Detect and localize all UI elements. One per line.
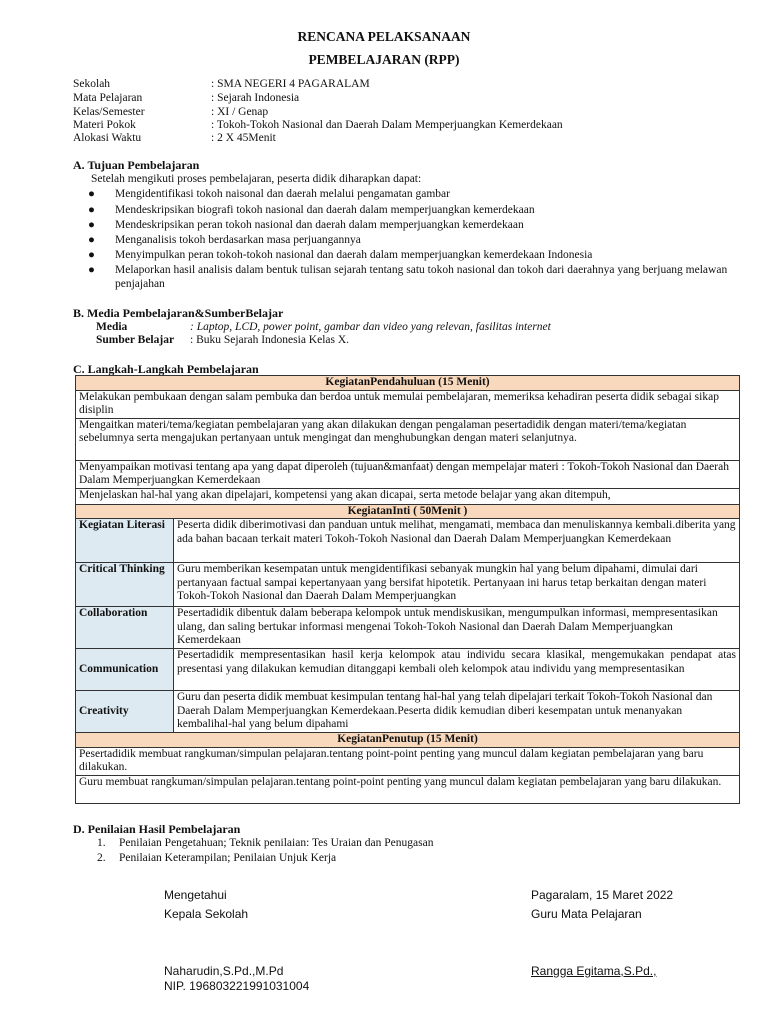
table-row — [76, 519, 740, 563]
list-item — [88, 248, 728, 262]
assessment-text: Penilaian Pengetahuan; Teknik penilaian: Tes Uraian dan Penugasan — [119, 837, 434, 849]
identity-label: Alokasi Waktu — [73, 132, 142, 144]
table-row — [76, 775, 740, 803]
pendahuluan-cell: Mengaitkan materi/tema/kegiatan pembelajaran yang akan dilakukan dengan pengalaman pesertadidik dengan materi/tema/kegiatan sebelumnya serta mengajukan pertanyaan untuk mengingat dan menghubungkan dengan materi selanjutnya. — [76, 418, 740, 460]
identity-row-mapel — [73, 91, 733, 105]
table-row — [76, 504, 740, 519]
list-item — [88, 203, 728, 217]
pendahuluan-cell: Menyampaikan motivasi tentang apa yang dapat diperoleh (tujuan&manfaat) dengan mempelajar materi : Tokoh-Tokoh Nasional dan Daerah Dalam Memperjuangkan Kemerdekaan — [76, 460, 740, 488]
objective-text: Melaporkan hasil analisis dalam bentuk tulisan sejarah tentang satu tokoh nasional dan tokoh dari daerahnya yang berjuang melawan penjajahan — [115, 264, 728, 290]
bullet-icon: ● — [88, 219, 95, 231]
assessment-text: Penilaian Keterampilan; Penilaian Unjuk Kerja — [119, 852, 337, 864]
inti-header: KegiatanInti ( 50Menit ) — [76, 504, 740, 519]
identity-value: : Tokoh-Tokoh Nasional dan Daerah Dalam Memperjuangkan Kemerdekaan — [211, 119, 563, 131]
inti-text: Peserta didik diberimotivasi dan panduan untuk melihat, mengamati, membaca dan menuliskannya kembali.diberita yang ada bahan bacaan terkait materi Tokoh-Tokoh Nasional dan Daerah Dalam Memperjuangkan Kemerdekaan — [174, 519, 740, 563]
section-c-heading: C. Langkah-Langkah Pembelajaran — [73, 362, 259, 376]
table-row — [76, 376, 740, 391]
identity-label: Mata Pelajaran — [73, 92, 143, 104]
objective-text: Mendeskripsikan peran tokoh nasional dan daerah dalam memperjuangkan kemerdekaan — [115, 219, 524, 231]
identity-label: Sekolah — [73, 78, 111, 90]
item-number: 1. — [97, 837, 106, 849]
list-item — [88, 218, 728, 232]
table-row — [76, 733, 740, 748]
section-a-heading: A. Tujuan Pembelajaran — [73, 158, 200, 172]
list-item — [97, 851, 697, 865]
section-b-heading: B. Media Pembelajaran&SumberBelajar — [73, 306, 284, 320]
sign-right-line2: Guru Mata Pelajaran — [531, 907, 642, 921]
pendahuluan-cell: Menjelaskan hal-hal yang akan dipelajari, kompetensi yang akan dicapai, serta metode belajar yang akan ditempuh, — [76, 488, 740, 504]
table-row — [76, 460, 740, 488]
doc-title-line2: PEMBELAJARAN (RPP) — [308, 52, 460, 67]
inti-text: Pesertadidik dibentuk dalam beberapa kelompok untuk mendiskusikan, mengumpulkan informasi, mempresentasikan ulang, dan saling bertukar informasi mengenai Tokoh-Tokoh Nasional dan Daerah Dalam Memperjuangkan Kemerdekaan — [174, 607, 740, 649]
objective-text: Menganalisis tokoh berdasarkan masa perjuangannya — [115, 234, 361, 246]
inti-label: Communication — [76, 649, 174, 691]
inti-text: Guru memberikan kesempatan untuk mengidentifikasi sebanyak mungkin hal yang belum dipahami, dimulai dari pertanyaan factual sampai kepertanyaan yang bersifat hipotetik. Pertanyaan ini harus tetap berkaitan dengan materi Tokoh-Tokoh Nasional dan Daerah Dalam Memperjuangkan — [174, 563, 740, 607]
sumber-value: : Buku Sejarah Indonesia Kelas X. — [190, 334, 350, 346]
penutup-cell: Pesertadidik membuat rangkuman/simpulan pelajaran.tentang point-point penting yang muncul dalam kegiatan pembelajaran yang baru dilakukan. — [76, 747, 740, 775]
penutup-header: KegiatanPenutup (15 Menit) — [76, 733, 740, 748]
identity-label: Materi Pokok — [73, 119, 136, 131]
identity-row-kelas — [73, 105, 733, 119]
bullet-icon: ● — [88, 234, 95, 246]
pendahuluan-header: KegiatanPendahuluan (15 Menit) — [76, 376, 740, 391]
list-item — [88, 187, 728, 201]
identity-value: : SMA NEGERI 4 PAGARALAM — [211, 78, 370, 90]
objective-text: Mengidentifikasi tokoh naisonal dan daerah melalui pengamatan gambar — [115, 188, 450, 200]
sign-left-line1: Mengetahui — [164, 888, 227, 902]
section-a-intro: Setelah mengikuti proses pembelajaran, peserta didik diharapkan dapat: — [91, 173, 422, 185]
learning-steps-table — [75, 375, 740, 804]
table-row — [76, 390, 740, 418]
inti-label: Kegiatan Literasi — [76, 519, 174, 563]
section-d-heading: D. Penilaian Hasil Pembelajaran — [73, 822, 241, 836]
principal-name: Naharudin,S.Pd.,M.Pd — [164, 964, 284, 978]
list-item — [97, 836, 697, 850]
table-row — [76, 488, 740, 504]
table-row — [76, 747, 740, 775]
list-item — [88, 233, 728, 247]
identity-row-alokasi — [73, 131, 733, 145]
identity-label: Kelas/Semester — [73, 106, 145, 118]
bullet-icon: ● — [88, 204, 95, 216]
objective-text: Menyimpulkan peran tokoh-tokoh nasional dan daerah dalam memperjuangkan kemerdekaan Indonesia — [115, 249, 593, 261]
table-row — [76, 607, 740, 649]
table-row — [76, 691, 740, 733]
inti-label: Creativity — [76, 691, 174, 733]
media-value: : Laptop, LCD, power point, gambar dan video yang relevan, fasilitas internet — [190, 321, 551, 333]
principal-nip: NIP. 196803221991031004 — [164, 979, 310, 993]
inti-text: Pesertadidik mempresentasikan hasil kerja kelompok atau individu secara klasikal, mengemukakan pendapat atas presentasi yang dilakukan kemudian ditanggapi kembali oleh kelompok atau individu yang mempresentasikan — [174, 649, 740, 691]
media-label: Media — [96, 321, 128, 333]
inti-label: Collaboration — [76, 607, 174, 649]
identity-value: : 2 X 45Menit — [211, 132, 276, 144]
bullet-icon: ● — [88, 249, 95, 261]
objective-text: Mendeskripsikan biografi tokoh nasional dan daerah dalam memperjuangkan kemerdekaan — [115, 204, 535, 216]
sign-left-line2: Kepala Sekolah — [164, 907, 249, 921]
list-item — [88, 263, 728, 291]
inti-text: Guru dan peserta didik membuat kesimpulan tentang hal-hal yang telah dipelajari terkait Tokoh-Tokoh Nasional dan Daerah Dalam Memperjuangkan Kemerdekaan.Peserta didik kemudian diberi kesempatan untuk menanyakan kembalihal-hal yang belum dipahami — [174, 691, 740, 733]
table-row — [76, 649, 740, 691]
penutup-cell: Guru membuat rangkuman/simpulan pelajaran.tentang point-point penting yang muncul dalam kegiatan pembelajaran yang baru dilakukan. — [76, 775, 740, 803]
identity-value: : XI / Genap — [211, 106, 269, 118]
identity-value: : Sejarah Indonesia — [211, 92, 300, 104]
pendahuluan-cell: Melakukan pembukaan dengan salam pembuka dan berdoa untuk memulai pembelajaran, memeriksa kehadiran peserta didik sebagai sikap disiplin — [76, 390, 740, 418]
identity-row-materi — [73, 118, 733, 132]
bullet-icon: ● — [88, 264, 95, 276]
sign-right-place-date: Pagaralam, 15 Maret 2022 — [531, 888, 674, 902]
table-row — [76, 418, 740, 460]
teacher-name: Rangga Egitama,S.Pd., — [531, 964, 657, 978]
sumber-label: Sumber Belajar — [96, 334, 175, 346]
identity-row-sekolah — [73, 77, 733, 91]
item-number: 2. — [97, 852, 106, 864]
doc-title-line1: RENCANA PELAKSANAAN — [297, 29, 471, 44]
inti-label: Critical Thinking — [76, 563, 174, 607]
bullet-icon: ● — [88, 188, 95, 200]
table-row — [76, 563, 740, 607]
